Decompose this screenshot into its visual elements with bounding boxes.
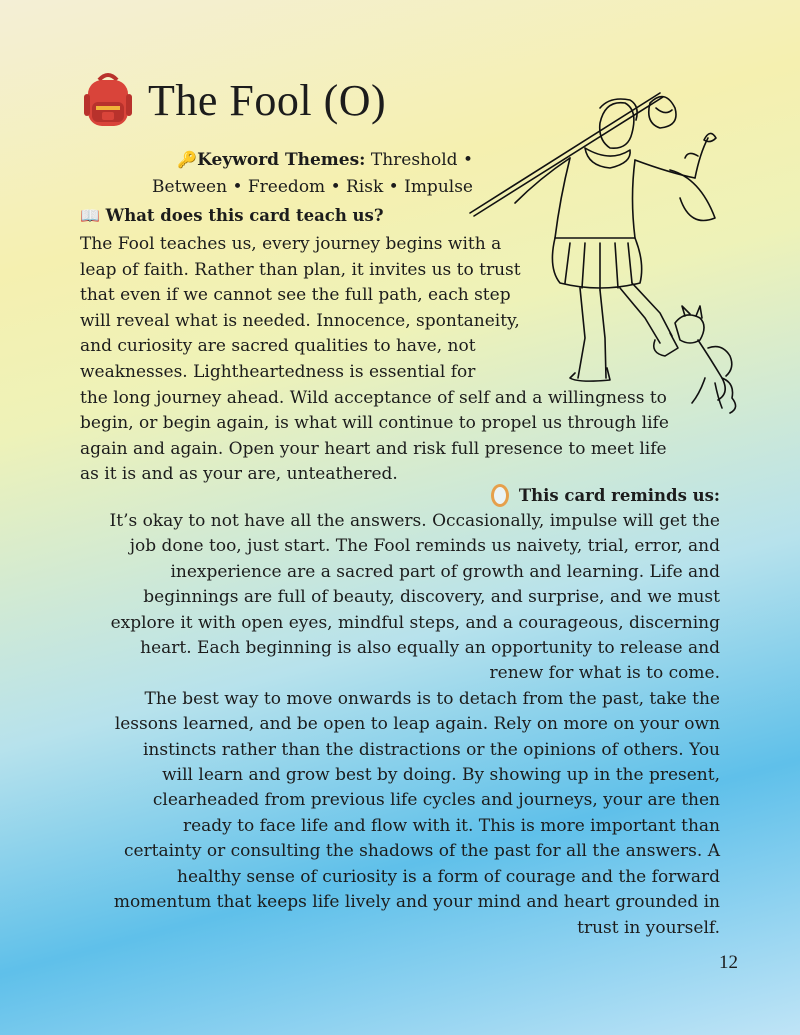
remind-heading-text: This card reminds us: [518, 486, 720, 505]
remind-line: instincts rather than the distractions or the opinions of others. You [142, 739, 720, 760]
remind-line: job done too, just start. The Fool reminds us naivety, trial, error, and [129, 536, 720, 557]
open-book-icon: 📖 [80, 206, 100, 225]
teach-line: as it is and as your are, unteathered. [80, 464, 398, 485]
remind-line: healthy sense of curiosity is a form of courage and the forward [177, 866, 720, 887]
remind-line: beginnings are full of beauty, discovery, and surprise, and we must [143, 587, 720, 608]
teach-line: weaknesses. Lightheartedness is essential for [80, 361, 476, 382]
teach-line: the long journey ahead. Wild acceptance of self and a willingness to [80, 387, 667, 408]
teach-line: begin, or begin again, is what will continue to propel us through life [80, 413, 669, 434]
backpack-icon [82, 72, 134, 128]
remind-heading [491, 484, 720, 507]
teach-line: The Fool teaches us, every journey begins with a [80, 234, 502, 254]
fool-with-dog-illustration [460, 78, 740, 418]
keywords-line1: Threshold • [365, 150, 473, 170]
teach-line: again and again. Open your heart and risk full presence to meet life [80, 438, 667, 459]
remind-line: explore it with open eyes, mindful steps, and a courageous, discerning [110, 612, 720, 633]
page-number: 12 [719, 952, 738, 973]
remind-line: clearheaded from previous life cycles and journeys, your are then [152, 790, 720, 811]
remind-line: lessons learned, and be open to leap again. Rely on more on your own [114, 714, 720, 735]
mirror-icon [491, 484, 509, 507]
remind-line: The best way to move onwards is to detach from the past, take the [144, 688, 720, 709]
remind-line: It’s okay to not have all the answers. Occasionally, impulse will get the [109, 511, 720, 531]
remind-line: heart. Each beginning is also equally an opportunity to release and [140, 638, 720, 659]
keywords-line2: Between • Freedom • Risk • Impulse [152, 177, 473, 197]
remind-line: inexperience are a sacred part of growth and learning. Life and [170, 561, 720, 582]
remind-body [60, 509, 720, 941]
remind-line: will learn and grow best by doing. By showing up in the present, [162, 765, 720, 786]
teach-heading [80, 206, 384, 225]
keyword-themes [100, 146, 473, 201]
key-icon: 🔑 [177, 150, 198, 169]
remind-line: renew for what is to come. [489, 663, 720, 684]
remind-line: certainty or consulting the shadows of the past for all the answers. A [123, 841, 720, 862]
keywords-label: Keyword Themes: [197, 150, 366, 170]
teach-line: will reveal what is needed. Innocence, spontaneity, [80, 310, 520, 331]
teach-line: that even if we cannot see the full path, each step [80, 285, 511, 306]
page-title: The Fool (O) [148, 75, 387, 125]
teach-line: and curiosity are sacred qualities to have, not [80, 336, 476, 357]
remind-line: trust in yourself. [577, 917, 720, 938]
teach-line: leap of faith. Rather than plan, it invites us to trust [80, 259, 521, 280]
remind-line: ready to face life and flow with it. This is more important than [182, 815, 720, 836]
remind-line: momentum that keeps life lively and your mind and heart grounded in [113, 892, 720, 913]
title-row [82, 72, 386, 128]
teach-heading-text: What does this card teach us? [105, 206, 384, 225]
